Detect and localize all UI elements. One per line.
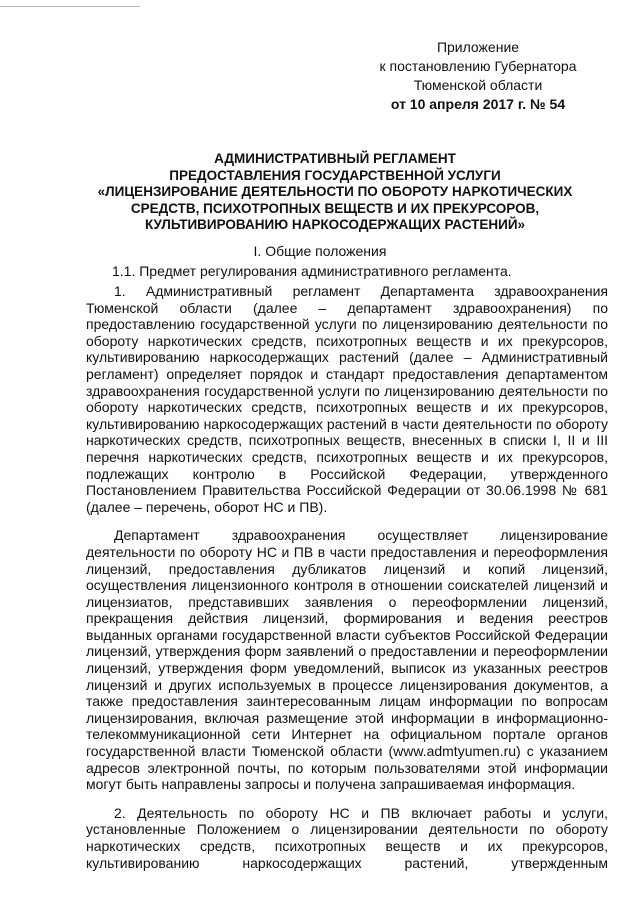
heading-line-3: «ЛИЦЕНЗИРОВАНИЕ ДЕЯТЕЛЬНОСТИ ПО ОБОРОТУ НАРКОТИЧЕСКИХ (97, 184, 573, 199)
scan-top-rule (0, 6, 140, 7)
heading-line-1: АДМИНИСТРАТИВНЫЙ РЕГЛАМЕНТ (214, 151, 456, 166)
document-body (86, 283, 608, 871)
appendix-region: Тюменской области (413, 77, 543, 93)
document-heading (88, 151, 582, 234)
appendix-date: от 10 апреля 2017 г. № 54 (390, 96, 566, 112)
heading-line-5: КУЛЬТИВИРОВАНИЮ НАРКОСОДЕРЖАЩИХ РАСТЕНИЙ» (144, 217, 526, 232)
appendix-block (348, 38, 608, 114)
paragraph-3: 2. Деятельность по обороту НС и ПВ включает работы и услуги, установленные Положением о лицензировании деятельности по обороту наркотических средств, психотропных веществ и их прекурсоров, культивированию наркосодержащих растений, утвержденным (86, 804, 608, 871)
appendix-label: Приложение (436, 39, 520, 55)
subject-heading: 1.1. Предмет регулирования административного регламента. (112, 263, 512, 279)
section-title: I. Общие положения (253, 243, 387, 259)
paragraph-1: 1. Административный регламент Департамента здравоохранения Тюменской области (далее – департамент здравоохранения) по предоставлению государственной услуги по лицензированию деятельности по обороту наркотических средств, психотропных веществ и их прекурсоров, культивированию наркосодержащих растений (далее – Административный регламент) определяет порядок и стандарт предоставления департаментом здравоохранения государственной услуги по лицензированию деятельности по обороту наркотических средств, психотропных веществ и их прекурсоров, культивированию наркосодержащих растений в части деятельности по обороту наркотических средств, психотропных веществ, внесенных в списки I, II и III перечня наркотических средств, психотропных веществ и их прекурсоров, подлежащих контролю в Российской Федерации, утвержденного Постановлением Правительства Российской Федерации от 30.06.1998 № 681 (далее – перечень, оборот НС и ПВ). (86, 283, 608, 515)
appendix-decree: к постановлению Губернатора (379, 58, 577, 74)
paragraph-2: Департамент здравоохранения осуществляет лицензирование деятельности по обороту НС и ПВ в части предоставления и переоформления лицензий, предоставления дубликатов лицензий и копий лицензий, осуществления лицензионного контроля в отношении соискателей лицензий и лицензиатов, представивших заявления о переоформлении лицензий, прекращения действия лицензий, формирования и ведения реестров выданных органами государственной власти субъектов Российской Федерации лицензий, утверждения форм заявлений о предоставлении и переоформлении лицензий, утверждения форм уведомлений, выписок из указанных реестров лицензий и других используемых в процессе лицензирования документов, а также предоставления заинтересованным лицам информации по вопросам лицензирования, включая размещение этой информации в информационно-телекоммуникационной сети Интернет на официальном портале органов государственной власти Тюменской области (www.admtyumen.ru) с указанием адресов электронной почты, по которым пользователями этой информации могут быть направлены запросы и получена запрашиваемая информация. (86, 527, 608, 793)
heading-line-2: ПРЕДОСТАВЛЕНИЯ ГОСУДАРСТВЕННОЙ УСЛУГИ (169, 167, 501, 183)
heading-line-4: СРЕДСТВ, ПСИХОТРОПНЫХ ВЕЩЕСТВ И ИХ ПРЕКУРСОРОВ, (130, 200, 540, 216)
